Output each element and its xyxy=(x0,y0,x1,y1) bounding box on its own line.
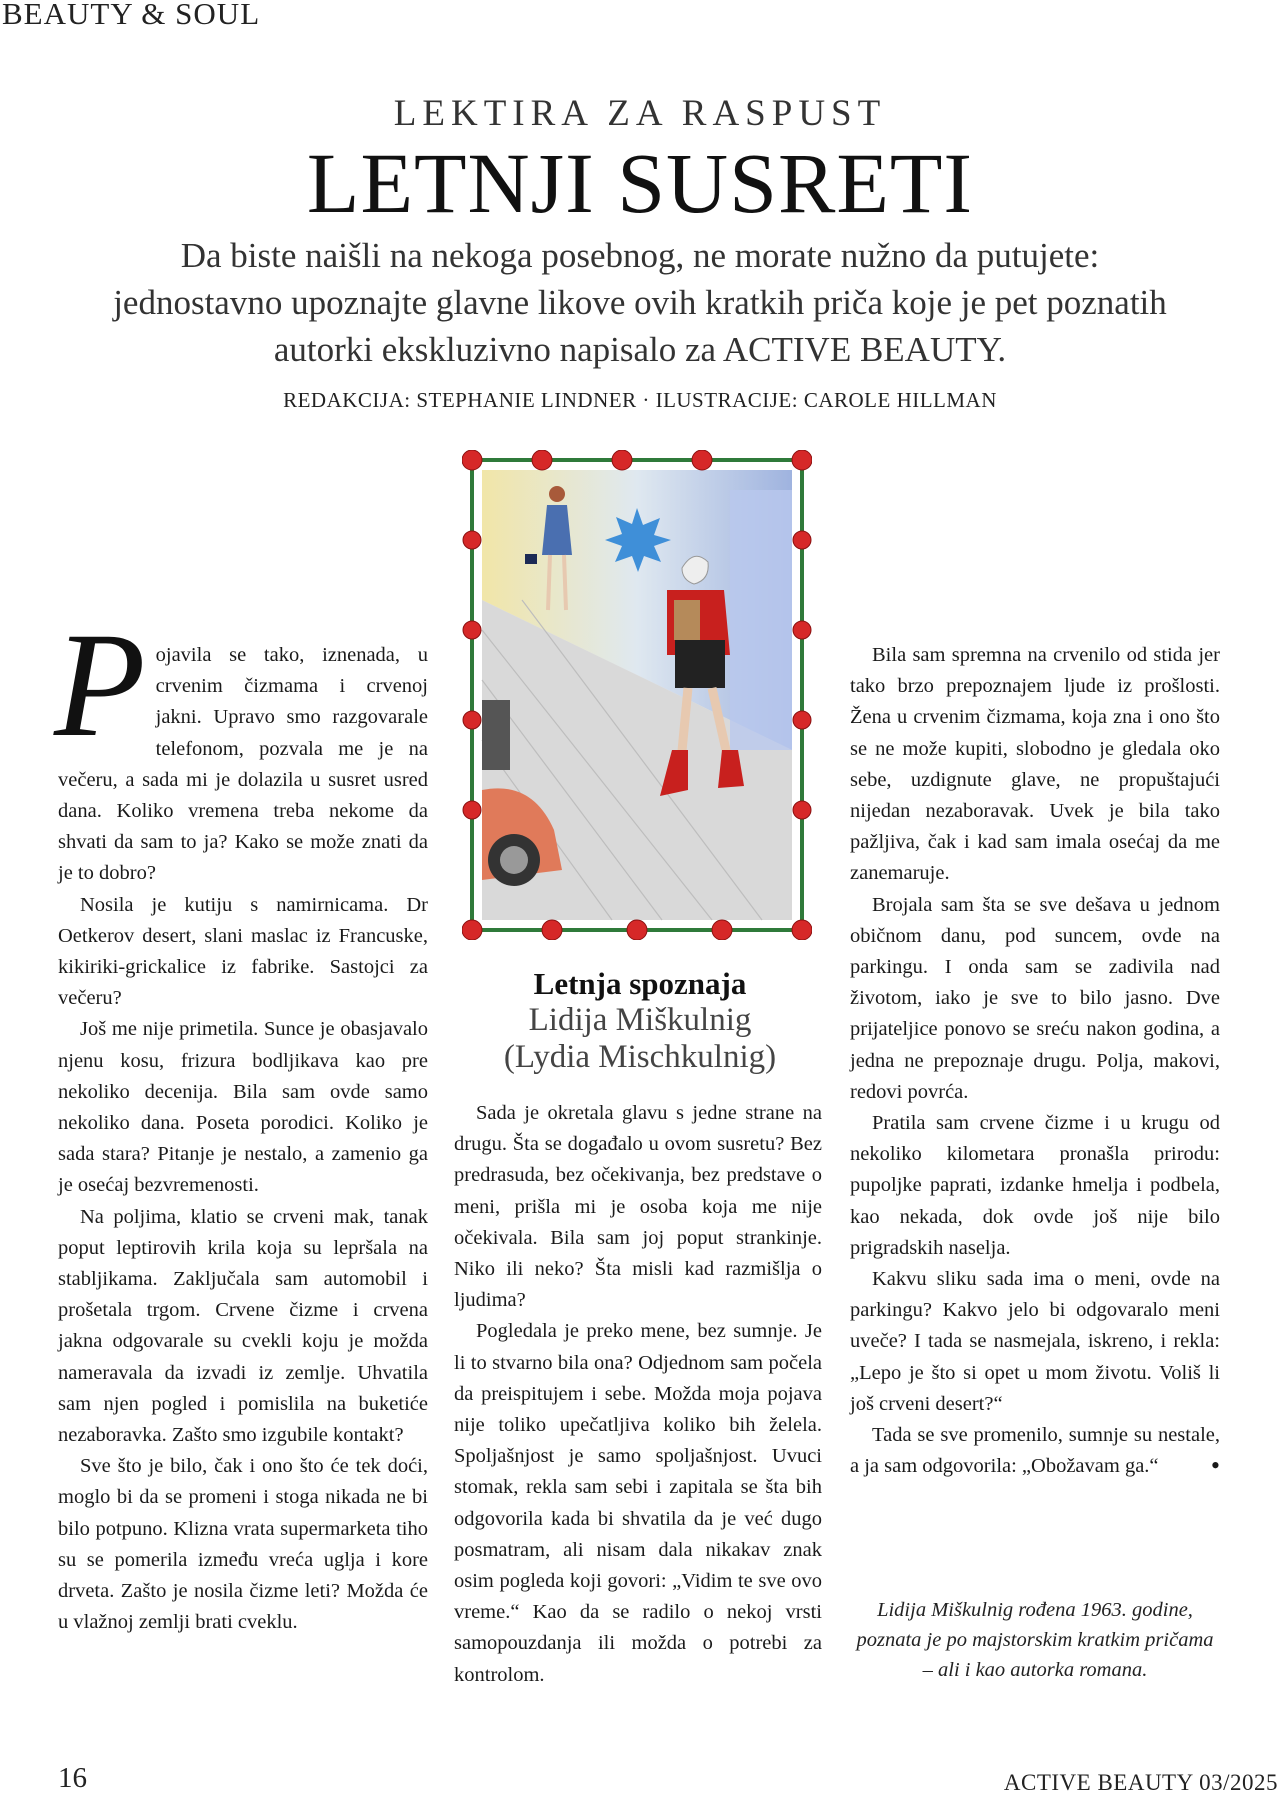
story-paragraph: Sve što je bilo, čak i ono što će tek doći, moglo bi da se promeni i stoga nikada ne bi bilo potpuno. Klizna vrata supermarketa tiho su se pomerila između vreća uglja i kore drveta. Zašto je nosila čizme leti? Možda će u vlažnoj zemlji brati cveklu. xyxy=(58,1455,428,1634)
rose-icon xyxy=(532,450,552,470)
rose-icon xyxy=(462,920,482,940)
rose-icon xyxy=(627,920,647,940)
story-paragraph: Još me nije primetila. Sunce je obasjavalo njenu kosu, frizura bodljikava kao pre nekoliko decenija. Bila sam ovde samo nekoliko dana. Poseta porodici. Koliko je sada stara? Pitanje je nestalo, a zamenio ga je osećaj bezvremenosti. xyxy=(58,1018,428,1197)
story-column-left xyxy=(54,602,428,1639)
story-illustration xyxy=(462,450,812,940)
story-paragraph-text: ojavila se tako, iznenada, u crvenim čizmama i crvenoj jakni. Upravo smo razgovarale telefonom, pozvala me je na večeru, a sada mi je dolazila u susret usred dana. Koliko vremena treba nekome da shvati da sam to ja? Kako se može znati da je to dobro? xyxy=(58,644,428,885)
article-kicker: LEKTIRA ZA RASPUST xyxy=(393,93,887,134)
rose-icon xyxy=(792,920,812,940)
article-deck: Da biste naišli na nekoga posebnog, ne morate nužno da putujete: jednostavno upoznajte glavne likove ovih kratkih priča koje je pet poznatih autorki ekskluzivno napisalo za ACTIVE BEAUTY. xyxy=(113,236,1167,369)
rose-icon xyxy=(793,531,811,549)
story-paragraph-text: Tada se sve promenilo, sumnje su nestale, a ja sam odgovorila: „Obožavam ga.“ xyxy=(850,1424,1220,1478)
story-paragraph: Kakvu sliku sada ima o meni, ovde na parkingu? Kakvo jelo bi odgovaralo meni uveče? I tada se nasmejala, iskreno, i rekla: „Lepo je što si opet u mom životu. Voliš li još crveni desert?“ xyxy=(850,1268,1220,1415)
rose-icon xyxy=(463,711,481,729)
story-paragraph: Na poljima, klatio se crveni mak, tanak poput leptirovih krila koja su lepršala na stabljikama. Zaključala sam automobil i prošetala trgom. Crvene čizme i crvena jakna odgovarale su cvekli koju je možda nameravala da izvadi iz zemlje. Uhvatila sam njen pogled i pomislila na buketiće nezaboravka. Zašto smo izgubile kontakt? xyxy=(58,1205,428,1447)
rose-icon xyxy=(612,450,632,470)
rose-icon xyxy=(793,801,811,819)
rose-icon xyxy=(712,920,732,940)
rose-icon xyxy=(793,621,811,639)
section-label: BEAUTY & SOUL xyxy=(2,0,261,31)
article-credits: REDAKCIJA: STEPHANIE LINDNER · ILUSTRACIJE: CAROLE HILLMAN xyxy=(283,388,997,412)
story-paragraph: Sada je okretala glavu s jedne strane na drugu. Šta se događalo u ovom susretu? Bez predrasuda, bez očekivanja, bez predstave o meni, prišla mi je osoba koja me nije očekivala. Bila sam joj poput strankinje. Niko ili neko? Šta misli kad razmišlja o ljudima? xyxy=(454,1102,822,1312)
drop-cap: P xyxy=(54,602,146,768)
rose-icon xyxy=(463,801,481,819)
magazine-issue: ACTIVE BEAUTY 03/2025 xyxy=(1003,1770,1278,1795)
article-title: LETNJI SUSRETI xyxy=(306,135,974,231)
story-paragraph: Nosila je kutiju s namirnicama. Dr Oetkerov desert, slani maslac iz Francuske, kikiriki-grickalice iz fabrike. Sastojci za večeru? xyxy=(58,893,428,1010)
author-bio: Lidija Miškulnig rođena 1963. godine, poznata je po majstorskim kratkim pričama – ali i kao autorka romana. xyxy=(856,1599,1214,1681)
rose-icon xyxy=(463,531,481,549)
story-column-middle xyxy=(454,1098,822,1691)
story-author-name: Lidija Miškulnig xyxy=(528,1002,752,1038)
page-number: 16 xyxy=(58,1762,87,1794)
story-author-alt-name: (Lydia Mischkulnig) xyxy=(503,1039,777,1075)
rose-icon xyxy=(462,450,482,470)
story-paragraph xyxy=(54,602,428,890)
rose-icon xyxy=(692,450,712,470)
end-mark-icon: • xyxy=(1210,1451,1220,1481)
rose-icon xyxy=(793,711,811,729)
rose-icon xyxy=(542,920,562,940)
story-paragraph xyxy=(850,1420,1220,1482)
story-paragraph: Bila sam spremna na crvenilo od stida jer tako brzo prepoznajem ljude iz prošlosti. Žena u crvenim čizmama, koja zna i ono što se ne može kupiti, slobodno je gledala oko sebe, uzdignute glave, ne propuštajući nijedan nezaboravak. Uvek je bila tako pažljiva, čak i kad sam imala osećaj da me zanemaruje. xyxy=(850,644,1220,885)
story-column-right xyxy=(850,640,1220,1482)
story-title: Letnja spoznaja xyxy=(533,966,747,1001)
story-paragraph: Pratila sam crvene čizme i u krugu od nekoliko kilometara pronašla prirodu: pupoljke paprati, izdanke hmelja i podbela, kao nekada, dok ovde još nije bilo prigradskih naselja. xyxy=(850,1112,1220,1259)
story-author xyxy=(440,1002,840,1076)
story-paragraph: Pogledala je preko mene, bez sumnje. Je li to stvarno bila ona? Odjednom sam počela da preispitujem i sebe. Možda moja pojava nije toliko upečatljiva koliko bih želela. Spoljašnjost je samo spoljašnjost. Uvuci stomak, rekla sam sebi i zapitala se šta bih odgovorila kada bi shvatila da je već dugo posmatram, ali nisam dala nikakav znak osim pogleda koji govori: „Vidim te sve ovo vreme.“ Kao da se radilo o nekoj vrsti samopouzdanja ili možda o potrebi za kontrolom. xyxy=(454,1320,822,1686)
story-paragraph: Brojala sam šta se sve dešava u jednom običnom danu, pod suncem, ovde na parkingu. I onda sam se zadivila nad životom, iako je sve to bilo jasno. Dve prijateljice ponovo se sreću nakon godina, a jedna ne prepoznaje drugu. Polja, makovi, redovi povrća. xyxy=(850,893,1220,1103)
rose-icon xyxy=(792,450,812,470)
rose-icon xyxy=(463,621,481,639)
